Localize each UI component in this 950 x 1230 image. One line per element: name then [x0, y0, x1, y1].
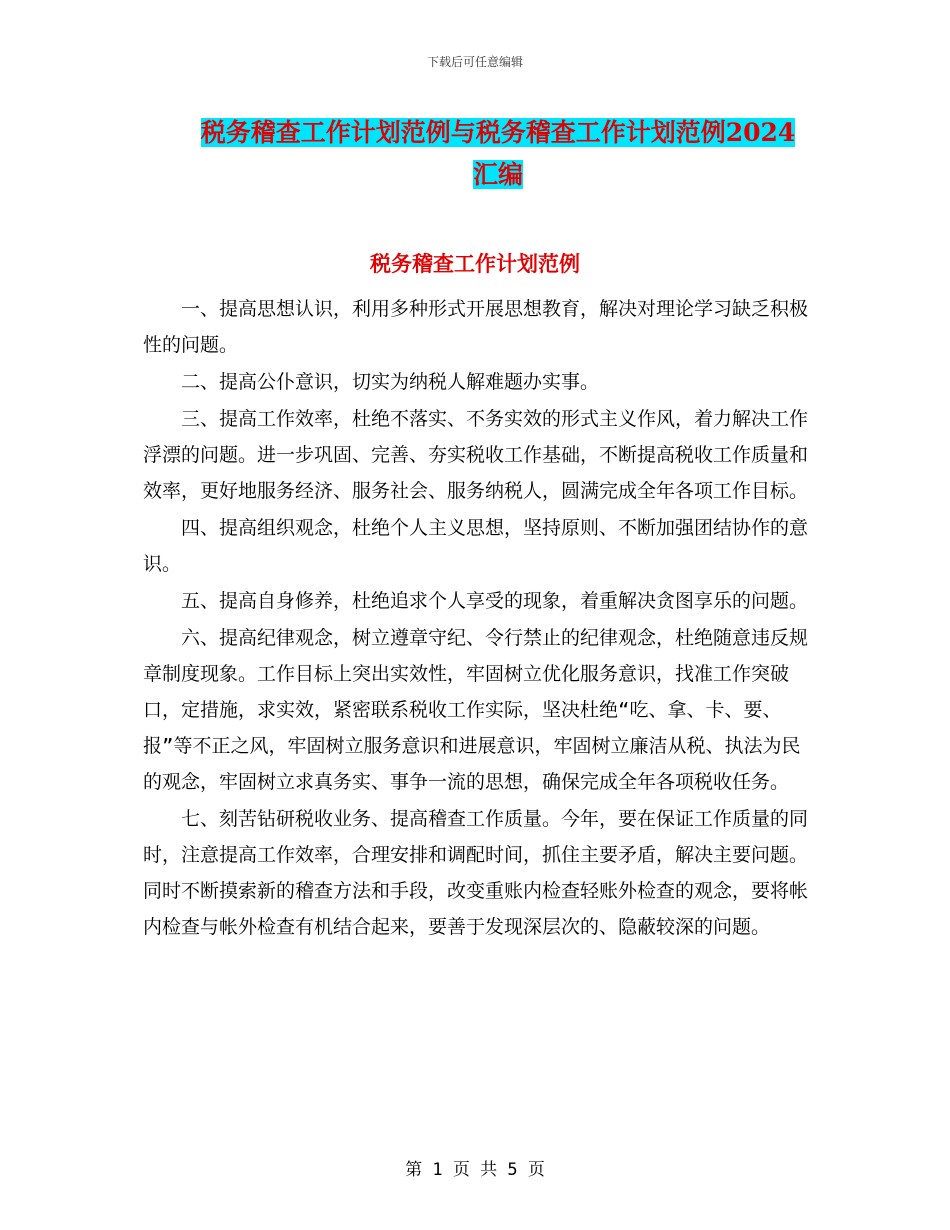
paragraph: 一、提高思想认识，利用多种形式开展思想教育，解决对理论学习缺乏积极性的问题。: [143, 298, 809, 356]
section-title: 税务稽查工作计划范例: [370, 251, 580, 276]
paragraph: 七、刻苦钻研税收业务、提高稽查工作质量。今年，要在保证工作质量的同时，注意提高工作效率，合理安排和调配时间，抓住主要矛盾，解决主要问题。同时不断摸索新的稽查方法和手段，改变重账内检查轻账外检查的观念，要将帐内检查与帐外检查有机结合起来，要善于发现深层次的、隐蔽较深的问题。: [143, 808, 809, 938]
paragraph: 五、提高自身修养，杜绝追求个人享受的现象，着重解决贪图享乐的问题。: [181, 590, 809, 612]
paragraph: 四、提高组织观念，杜绝个人主义思想，坚持原则、不断加强团结协作的意识。: [143, 517, 809, 575]
document-body: [143, 291, 808, 946]
document-title-text: 税务稽查工作计划范例与税务稽查工作计划范例2024汇编: [200, 118, 796, 189]
paragraph: 六、提高纪律观念，树立遵章守纪、令行禁止的纪律观念，杜绝随意违反规章制度现象。工作目标上突出实效性，牢固树立优化服务意识，找准工作突破口，定措施，求实效，紧密联系税收工作实际，坚决杜绝“吃、拿、卡、要、报”等不正之风，牢固树立服务意识和进展意识，牢固树立廉洁从税、执法为民的观念，牢固树立求真务实、事争一流的思想，确保完成全年各项税收任务。: [143, 627, 809, 793]
paragraph: 三、提高工作效率，杜绝不落实、不务实效的形式主义作风，着力解决工作浮漂的问题。进一步巩固、完善、夯实税收工作基础，不断提高税收工作质量和效率，更好地服务经济、服务社会、服务纳税人，圆满完成全年各项工作目标。: [143, 408, 809, 502]
paragraph: 二、提高公仆意识，切实为纳税人解难题办实事。: [181, 371, 600, 393]
header-note: 下载后可任意编辑: [426, 55, 523, 69]
document-title: [190, 112, 806, 196]
page-footer: 第 1 页 共 5 页: [405, 1160, 545, 1180]
